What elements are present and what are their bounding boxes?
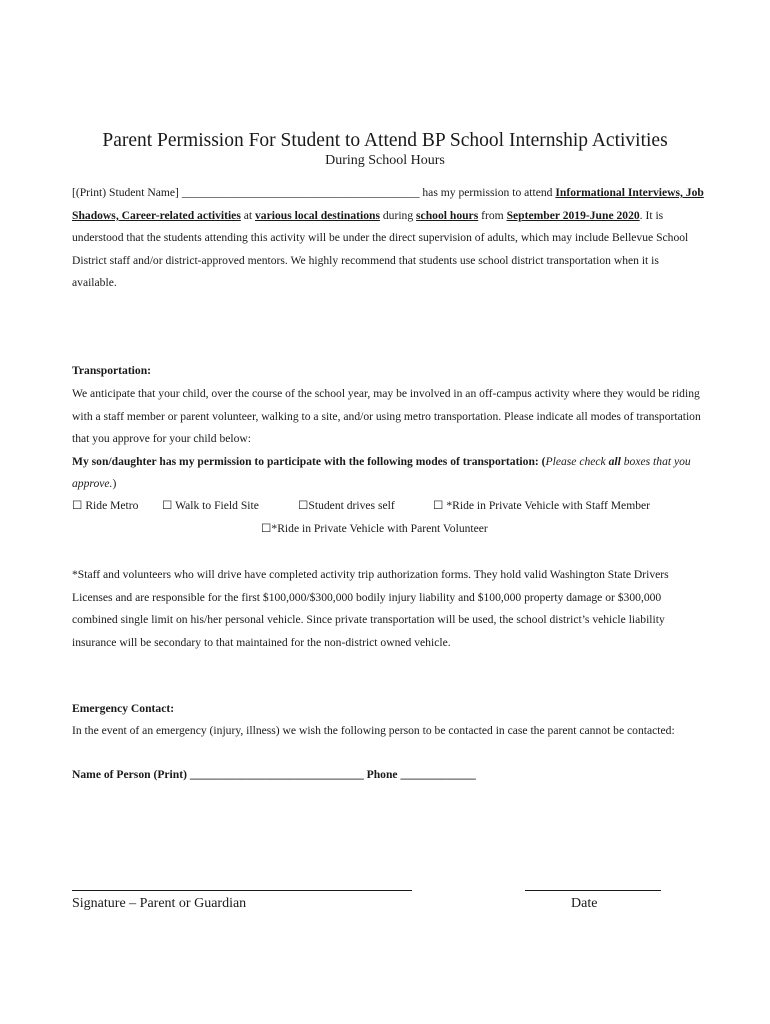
option-staff-vehicle[interactable]: ☐ *Ride in Private Vehicle with Staff Member (433, 499, 651, 512)
checkbox-icon[interactable]: ☐ (298, 499, 309, 512)
intro-paragraph: [(Print) Student Name] _________________________________________ has my permission to attend Informational Interviews, Job Shadows, Career-related activities at various local destinations during school hours from September 2019-June 2020. It is understood that the students attending this activity will be under the direct supervision of adults, which may include Bellevue School District staff and/or district-approved mentors. We highly recommend that students use school district transportation when it is available. (72, 186, 704, 290)
checkbox-icon[interactable]: ☐ (72, 499, 83, 512)
page-title: Parent Permission For Student to Attend BP School Internship Activities (102, 130, 668, 151)
student-name-field[interactable]: _________________________________________ (181, 186, 420, 199)
checkbox-icon[interactable]: ☐ (261, 522, 272, 535)
checkbox-icon[interactable]: ☐ (433, 499, 444, 512)
staff-volunteer-note: *Staff and volunteers who will drive have completed activity trip authorization forms. They hold valid Washington State Drivers Licenses and are responsible for the first $100,000/$300,000 bodily injury liability and $100,000 property damage or $300,000 combined single limit on his/her personal vehicle. Since private transportation will be used, the school district’s vehicle liability insurance will be secondary to that maintained for the non-district owned vehicle. (72, 568, 669, 649)
signature-label: Signature – Parent or Guardian (72, 896, 247, 911)
date-line[interactable] (525, 890, 661, 891)
transportation-body: We anticipate that your child, over the course of the school year, may be involved in an off-campus activity where they would be riding with a staff member or parent volunteer, walking to a site, and/or using metro transportation. Please indicate all modes of transportation that you approve for your child below: My son/daughter has my permission to participate with the following modes of transportation: (Please check all boxes that you approve.) (72, 387, 701, 491)
transportation-heading: Transportation: (72, 364, 152, 377)
signature-line[interactable] (72, 890, 412, 891)
contact-name-label: Name of Person (Print) (72, 768, 190, 781)
emergency-body: In the event of an emergency (injury, illness) we wish the following person to be contacted in case the parent cannot be contacted: (72, 724, 675, 737)
option-student-drives-self[interactable]: ☐Student drives self (298, 499, 395, 512)
option-walk-to-field-site[interactable]: ☐ Walk to Field Site (162, 499, 259, 512)
checkbox-icon[interactable]: ☐ (162, 499, 173, 512)
contact-phone-field[interactable]: _____________ (400, 768, 476, 781)
student-name-label: [(Print) Student Name] (72, 186, 179, 199)
date-label: Date (571, 896, 598, 911)
page-subtitle: During School Hours (325, 153, 445, 168)
contact-phone-label: Phone (363, 768, 401, 781)
emergency-heading: Emergency Contact: (72, 702, 175, 715)
contact-name-field[interactable]: ______________________________ (189, 768, 364, 781)
option-parent-vehicle[interactable]: ☐*Ride in Private Vehicle with Parent Volunteer (261, 522, 488, 535)
option-ride-metro[interactable]: ☐ Ride Metro (72, 499, 139, 512)
emergency-contact-line (72, 764, 704, 787)
